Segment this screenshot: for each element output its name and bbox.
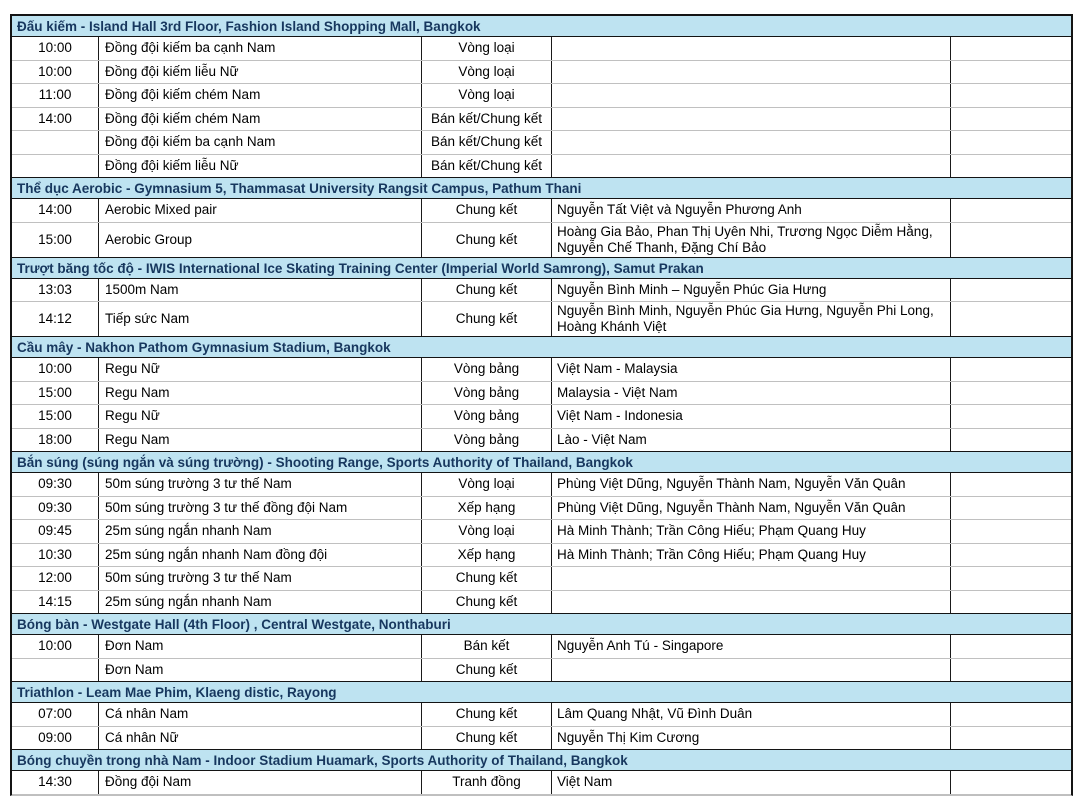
table-row xyxy=(12,358,1071,382)
time-cell: 07:00 xyxy=(12,703,99,726)
table-row xyxy=(12,405,1071,429)
time-cell: 14:00 xyxy=(12,199,99,222)
table-row xyxy=(12,223,1071,258)
table-row xyxy=(12,520,1071,544)
table-row xyxy=(12,199,1071,223)
empty-cell xyxy=(951,405,1071,428)
round-cell: Chung kết xyxy=(422,567,552,590)
empty-cell xyxy=(951,473,1071,496)
table-row xyxy=(12,544,1071,568)
time-cell xyxy=(12,659,99,682)
table-row xyxy=(12,703,1071,727)
round-cell: Bán kết xyxy=(422,635,552,658)
round-cell: Vòng loại xyxy=(422,61,552,84)
round-cell: Bán kết/Chung kết xyxy=(422,131,552,154)
event-cell: Đồng đội kiếm liễu Nữ xyxy=(99,61,422,84)
empty-cell xyxy=(951,567,1071,590)
time-cell xyxy=(12,155,99,178)
empty-cell xyxy=(951,223,1071,257)
round-cell: Xếp hạng xyxy=(422,497,552,520)
empty-cell xyxy=(951,382,1071,405)
participants-cell: Việt Nam xyxy=(552,771,951,794)
round-cell: Chung kết xyxy=(422,659,552,682)
participants-cell: Nguyễn Thị Kim Cương xyxy=(552,727,951,750)
time-cell: 11:00 xyxy=(12,84,99,107)
table-row xyxy=(12,37,1071,61)
round-cell: Chung kết xyxy=(422,223,552,257)
time-cell: 09:00 xyxy=(12,727,99,750)
time-cell: 09:45 xyxy=(12,520,99,543)
participants-cell: Lâm Quang Nhật, Vũ Đình Duân xyxy=(552,703,951,726)
table-row xyxy=(12,131,1071,155)
event-cell: 25m súng ngắn nhanh Nam đồng đội xyxy=(99,544,422,567)
participants-cell xyxy=(552,84,951,107)
empty-cell xyxy=(951,199,1071,222)
participants-cell xyxy=(552,61,951,84)
event-cell: Đồng đội kiếm ba cạnh Nam xyxy=(99,131,422,154)
participants-cell xyxy=(552,131,951,154)
time-cell: 12:00 xyxy=(12,567,99,590)
empty-cell xyxy=(951,108,1071,131)
table-row xyxy=(12,497,1071,521)
time-cell: 15:00 xyxy=(12,382,99,405)
table-row xyxy=(12,727,1071,751)
round-cell: Vòng loại xyxy=(422,520,552,543)
time-cell: 10:00 xyxy=(12,61,99,84)
event-cell: Regu Nữ xyxy=(99,405,422,428)
section-header: Bóng chuyền trong nhà Nam - Indoor Stadium Huamark, Sports Authority of Thailand, Bangkok xyxy=(12,749,1071,771)
time-cell: 10:00 xyxy=(12,635,99,658)
participants-cell: Nguyễn Bình Minh – Nguyễn Phúc Gia Hưng xyxy=(552,279,951,302)
participants-cell: Malaysia - Việt Nam xyxy=(552,382,951,405)
empty-cell xyxy=(951,635,1071,658)
table-row xyxy=(12,61,1071,85)
event-cell: Đồng đội Nam xyxy=(99,771,422,794)
empty-cell xyxy=(951,358,1071,381)
event-cell: Cá nhân Nam xyxy=(99,703,422,726)
participants-cell: Lào - Việt Nam xyxy=(552,429,951,452)
participants-cell xyxy=(552,155,951,178)
table-row xyxy=(12,382,1071,406)
round-cell: Bán kết/Chung kết xyxy=(422,108,552,131)
time-cell: 13:03 xyxy=(12,279,99,302)
table-row xyxy=(12,302,1071,337)
event-cell: Đơn Nam xyxy=(99,659,422,682)
event-cell: Aerobic Group xyxy=(99,223,422,257)
participants-cell xyxy=(552,659,951,682)
participants-cell: Hà Minh Thành; Trần Công Hiếu; Phạm Quang Huy xyxy=(552,544,951,567)
empty-cell xyxy=(951,302,1071,336)
event-cell: 25m súng ngắn nhanh Nam xyxy=(99,591,422,614)
round-cell: Vòng bảng xyxy=(422,382,552,405)
participants-cell: Nguyễn Tất Việt và Nguyễn Phương Anh xyxy=(552,199,951,222)
table-row xyxy=(12,591,1071,615)
participants-cell: Hoàng Gia Bảo, Phan Thị Uyên Nhi, Trương Ngọc Diễm Hằng, Nguyễn Chế Thanh, Đặng Chí Bảo xyxy=(552,223,951,257)
empty-cell xyxy=(951,429,1071,452)
round-cell: Chung kết xyxy=(422,199,552,222)
round-cell: Chung kết xyxy=(422,727,552,750)
event-cell: Regu Nữ xyxy=(99,358,422,381)
schedule-table xyxy=(10,14,1073,796)
time-cell: 14:00 xyxy=(12,108,99,131)
table-row xyxy=(12,155,1071,179)
time-cell: 10:30 xyxy=(12,544,99,567)
section-header: Đấu kiếm - Island Hall 3rd Floor, Fashion Island Shopping Mall, Bangkok xyxy=(12,16,1071,37)
round-cell: Chung kết xyxy=(422,279,552,302)
table-row xyxy=(12,635,1071,659)
round-cell: Bán kết/Chung kết xyxy=(422,155,552,178)
event-cell: Tiếp sức Nam xyxy=(99,302,422,336)
participants-cell xyxy=(552,37,951,60)
section-header: Bóng bàn - Westgate Hall (4th Floor) , Central Westgate, Nonthaburi xyxy=(12,613,1071,635)
participants-cell: Phùng Việt Dũng, Nguyễn Thành Nam, Nguyễn Văn Quân xyxy=(552,497,951,520)
time-cell: 14:30 xyxy=(12,771,99,794)
empty-cell xyxy=(951,155,1071,178)
time-cell: 15:00 xyxy=(12,223,99,257)
round-cell: Chung kết xyxy=(422,591,552,614)
time-cell: 09:30 xyxy=(12,497,99,520)
empty-cell xyxy=(951,497,1071,520)
table-row xyxy=(12,84,1071,108)
time-cell: 09:30 xyxy=(12,473,99,496)
round-cell: Vòng loại xyxy=(422,37,552,60)
empty-cell xyxy=(951,520,1071,543)
section-header: Cầu mây - Nakhon Pathom Gymnasium Stadium, Bangkok xyxy=(12,336,1071,358)
empty-cell xyxy=(951,279,1071,302)
event-cell: 50m súng trường 3 tư thế Nam xyxy=(99,473,422,496)
participants-cell: Nguyễn Bình Minh, Nguyễn Phúc Gia Hưng, Nguyễn Phi Long, Hoàng Khánh Việt xyxy=(552,302,951,336)
table-row xyxy=(12,567,1071,591)
participants-cell xyxy=(552,108,951,131)
participants-cell: Hà Minh Thành; Trần Công Hiếu; Phạm Quang Huy xyxy=(552,520,951,543)
section-header: Thể dục Aerobic - Gymnasium 5, Thammasat University Rangsit Campus, Pathum Thani xyxy=(12,177,1071,199)
participants-cell: Việt Nam - Indonesia xyxy=(552,405,951,428)
event-cell: Đồng đội kiếm ba cạnh Nam xyxy=(99,37,422,60)
round-cell: Vòng loại xyxy=(422,84,552,107)
round-cell: Vòng bảng xyxy=(422,405,552,428)
table-row xyxy=(12,429,1071,453)
round-cell: Vòng bảng xyxy=(422,429,552,452)
event-cell: Aerobic Mixed pair xyxy=(99,199,422,222)
participants-cell: Nguyễn Anh Tú - Singapore xyxy=(552,635,951,658)
event-cell: 50m súng trường 3 tư thế đồng đội Nam xyxy=(99,497,422,520)
empty-cell xyxy=(951,84,1071,107)
section-header: Trượt băng tốc độ - IWIS International Ice Skating Training Center (Imperial World Samrong), Samut Prakan xyxy=(12,257,1071,279)
empty-cell xyxy=(951,131,1071,154)
time-cell xyxy=(12,131,99,154)
section-header: Triathlon - Leam Mae Phim, Klaeng distic, Rayong xyxy=(12,681,1071,703)
empty-cell xyxy=(951,591,1071,614)
participants-cell: Phùng Việt Dũng, Nguyễn Thành Nam, Nguyễn Văn Quân xyxy=(552,473,951,496)
empty-cell xyxy=(951,771,1071,794)
event-cell: Đồng đội kiếm chém Nam xyxy=(99,84,422,107)
round-cell: Tranh đồng xyxy=(422,771,552,794)
round-cell: Chung kết xyxy=(422,302,552,336)
round-cell: Chung kết xyxy=(422,703,552,726)
event-cell: 25m súng ngắn nhanh Nam xyxy=(99,520,422,543)
table-row xyxy=(12,108,1071,132)
empty-cell xyxy=(951,61,1071,84)
empty-cell xyxy=(951,544,1071,567)
empty-cell xyxy=(951,37,1071,60)
table-row xyxy=(12,279,1071,303)
time-cell: 10:00 xyxy=(12,358,99,381)
empty-cell xyxy=(951,727,1071,750)
participants-cell xyxy=(552,591,951,614)
time-cell: 18:00 xyxy=(12,429,99,452)
event-cell: Cá nhân Nữ xyxy=(99,727,422,750)
event-cell: Đồng đội kiếm chém Nam xyxy=(99,108,422,131)
table-row xyxy=(12,473,1071,497)
table-row xyxy=(12,659,1071,683)
event-cell: Đồng đội kiếm liễu Nữ xyxy=(99,155,422,178)
participants-cell: Việt Nam - Malaysia xyxy=(552,358,951,381)
event-cell: 50m súng trường 3 tư thế Nam xyxy=(99,567,422,590)
participants-cell xyxy=(552,567,951,590)
table-row xyxy=(12,771,1071,795)
round-cell: Xếp hạng xyxy=(422,544,552,567)
time-cell: 14:15 xyxy=(12,591,99,614)
event-cell: Regu Nam xyxy=(99,382,422,405)
round-cell: Vòng loại xyxy=(422,473,552,496)
empty-cell xyxy=(951,659,1071,682)
section-header: Bắn súng (súng ngắn và súng trường) - Shooting Range, Sports Authority of Thailand, Bangkok xyxy=(12,451,1071,473)
event-cell: Regu Nam xyxy=(99,429,422,452)
time-cell: 14:12 xyxy=(12,302,99,336)
round-cell: Vòng bảng xyxy=(422,358,552,381)
empty-cell xyxy=(951,703,1071,726)
time-cell: 15:00 xyxy=(12,405,99,428)
time-cell: 10:00 xyxy=(12,37,99,60)
event-cell: Đơn Nam xyxy=(99,635,422,658)
event-cell: 1500m Nam xyxy=(99,279,422,302)
